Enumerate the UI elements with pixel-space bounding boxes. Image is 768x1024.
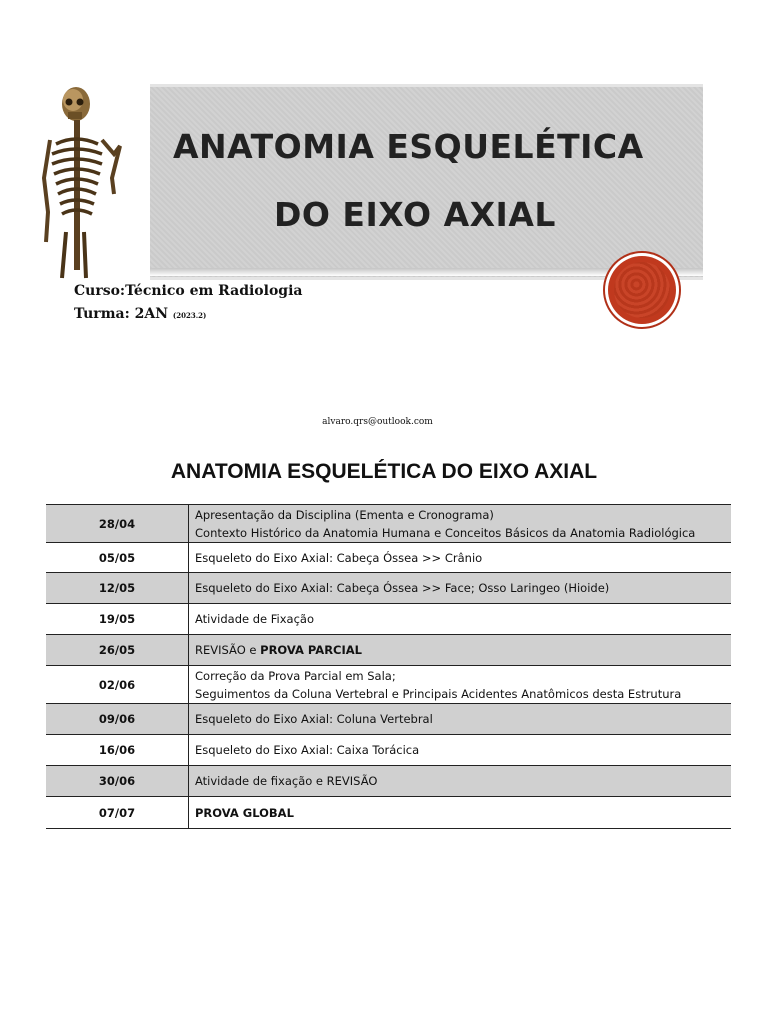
- skeleton-icon: [40, 82, 130, 282]
- class-label: Turma:: [74, 306, 130, 322]
- schedule-topic: [189, 543, 732, 573]
- schedule-topic: [189, 766, 732, 797]
- schedule-topic-line: [195, 804, 725, 822]
- schedule-date: 12/05: [46, 573, 189, 604]
- schedule-topic-text: Esqueleto do Eixo Axial: Cabeça Óssea >> Crânio: [195, 550, 483, 565]
- schedule-topic-line: [195, 506, 725, 524]
- schedule-row: [46, 704, 731, 735]
- schedule-row: [46, 604, 731, 635]
- schedule-date: 02/06: [46, 666, 189, 704]
- schedule-topic-line: [195, 610, 725, 628]
- schedule-row: [46, 573, 731, 604]
- schedule-date: 26/05: [46, 635, 189, 666]
- schedule-topic: [189, 797, 732, 829]
- schedule-topic-text: Esqueleto do Eixo Axial: Caixa Torácica: [195, 743, 420, 757]
- course-label: Curso:: [74, 283, 126, 299]
- schedule-date: 19/05: [46, 604, 189, 635]
- banner-title-line-2: DO EIXO AXIAL: [274, 195, 556, 234]
- schedule-topic-line: [195, 549, 725, 567]
- schedule-topic-line: [195, 685, 725, 703]
- schedule-date: 05/05: [46, 543, 189, 573]
- schedule-row: [46, 505, 731, 543]
- schedule-topic: [189, 735, 732, 766]
- schedule-title: ANATOMIA ESQUELÉTICA DO EIXO AXIAL: [170, 460, 598, 483]
- schedule-topic-line: [195, 524, 725, 542]
- schedule-row: [46, 766, 731, 797]
- schedule-topic-text: Atividade de fixação e REVISÃO: [195, 774, 378, 788]
- schedule-row: [46, 543, 731, 573]
- schedule-topic: [189, 573, 732, 604]
- class-term: (2023.2): [172, 311, 207, 320]
- schedule-row: [46, 666, 731, 704]
- schedule-date: 16/06: [46, 735, 189, 766]
- schedule-topic: [189, 604, 732, 635]
- schedule-row: [46, 797, 731, 829]
- decorative-circle-badge: [608, 256, 676, 324]
- schedule-topic-line: [195, 741, 725, 759]
- schedule-topic-text: Seguimentos da Coluna Vertebral e Principais Acidentes Anatômicos desta Estrutura: [195, 686, 682, 701]
- schedule-topic: [189, 505, 732, 543]
- schedule-topic-text: Apresentação da Disciplina (Ementa e Cronograma): [195, 507, 494, 522]
- schedule-date: 07/07: [46, 797, 189, 829]
- schedule-date: 30/06: [46, 766, 189, 797]
- schedule-table: [46, 504, 731, 829]
- course-info: [74, 283, 302, 299]
- class-info: [74, 306, 206, 322]
- schedule-topic: [189, 666, 732, 704]
- schedule-topic-line: [195, 641, 725, 659]
- schedule-topic-line: [195, 667, 725, 685]
- schedule-topic-text: PROVA PARCIAL: [260, 643, 362, 657]
- schedule-topic-text: Esqueleto do Eixo Axial: Coluna Vertebral: [195, 712, 433, 726]
- schedule-topic-text: Esqueleto do Eixo Axial: Cabeça Óssea >> Face; Osso Laringeo (Hioide): [195, 581, 610, 595]
- schedule-date: 28/04: [46, 505, 189, 543]
- schedule-topic-text: PROVA GLOBAL: [195, 805, 294, 820]
- schedule-topic-line: [195, 772, 725, 790]
- schedule-topic: [189, 704, 732, 735]
- schedule-row: [46, 735, 731, 766]
- contact-email: alvaro.qrs@outlook.com: [322, 417, 433, 427]
- schedule-topic-text: Correção da Prova Parcial em Sala;: [195, 668, 396, 683]
- schedule-topic: [189, 635, 732, 666]
- title-banner: [150, 84, 703, 280]
- schedule-topic-text: Contexto Histórico da Anatomia Humana e Conceitos Básicos da Anatomia Radiológica: [195, 525, 696, 540]
- schedule-topic-line: [195, 579, 725, 597]
- schedule-date: 09/06: [46, 704, 189, 735]
- banner-title-line-1: ANATOMIA ESQUELÉTICA: [173, 127, 644, 166]
- schedule-row: [46, 635, 731, 666]
- course-value: Técnico em Radiologia: [125, 283, 303, 299]
- schedule-topic-line: [195, 710, 725, 728]
- schedule-topic-text: Atividade de Fixação: [195, 612, 315, 626]
- schedule-topic-text: REVISÃO e: [195, 643, 261, 657]
- class-value: 2AN: [134, 306, 169, 322]
